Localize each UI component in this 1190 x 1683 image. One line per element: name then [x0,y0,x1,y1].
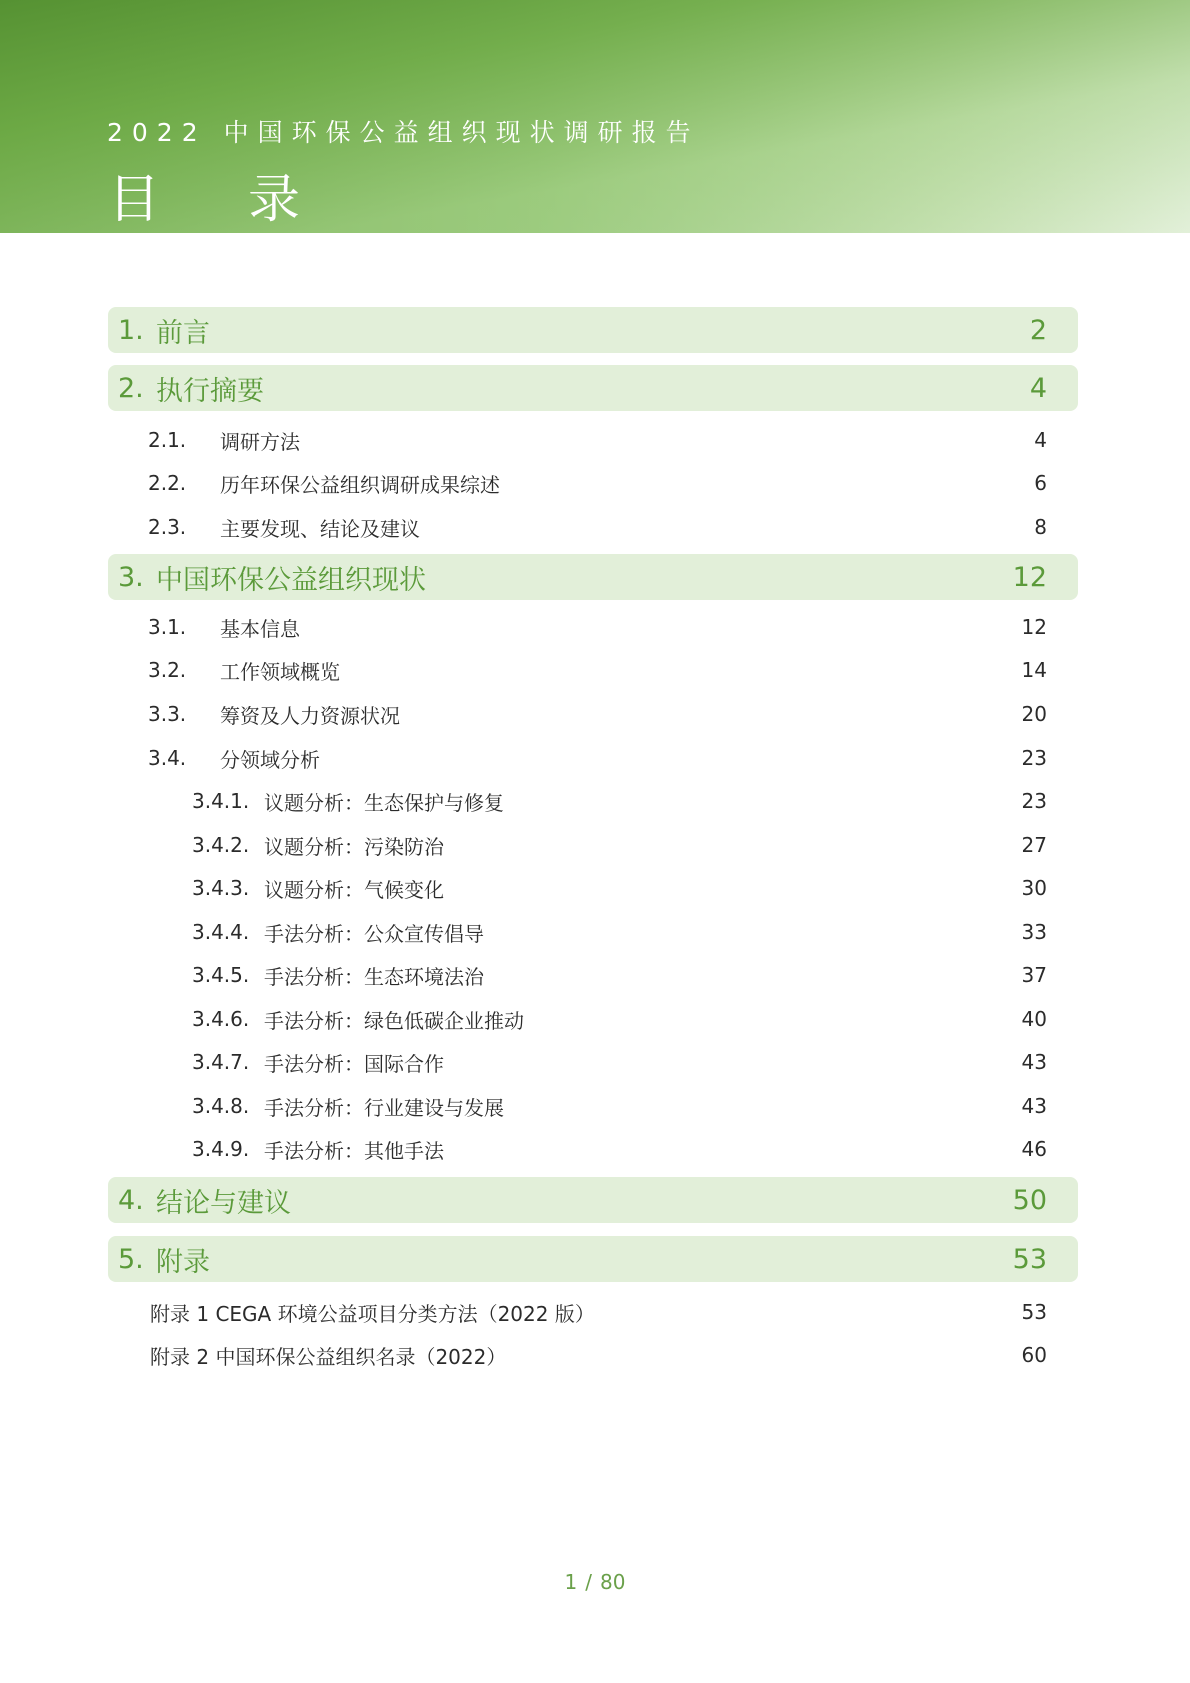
toc-entry-number: 1. [118,314,144,346]
toc-entry-label: 手法分析：国际合作 [264,1051,444,1076]
toc-entry-page: 12 [1021,615,1047,639]
toc-entry-label: 前言 [156,317,210,349]
toc-entry-3-2[interactable] [108,655,1078,685]
toc-entry-page: 60 [1021,1343,1047,1367]
toc-entry-section-2[interactable] [108,365,1078,411]
toc-entry-page: 14 [1021,658,1047,682]
toc-entry-section-5[interactable] [108,1236,1078,1282]
toc-entry-page: 53 [1012,1243,1047,1275]
toc-entry-label: 手法分析：公众宣传倡导 [264,921,484,946]
toc-entry-label: 议题分析：气候变化 [264,877,444,902]
toc-entry-label: 附录 2 中国环保公益组织名录（2022） [150,1344,507,1369]
toc-entry-page: 53 [1021,1300,1047,1324]
toc-entry-number: 2.3. [148,515,187,539]
toc-entry-page: 30 [1021,876,1047,900]
toc-entry-number: 3.4.1. [192,789,250,813]
toc-entry-label: 手法分析：生态环境法治 [264,964,484,989]
toc-entry-page: 43 [1021,1050,1047,1074]
toc-entry-2-1[interactable] [108,425,1078,455]
toc-entry-page: 46 [1021,1137,1047,1161]
toc-entry-label: 主要发现、结论及建议 [220,516,420,541]
toc-entry-3-3[interactable] [108,699,1078,729]
toc-entry-appendix-1[interactable] [108,1297,1078,1327]
toc-entry-label: 历年环保公益组织调研成果综述 [220,472,500,497]
toc-entry-number: 3.4.4. [192,920,250,944]
toc-entry-label: 议题分析：生态保护与修复 [264,790,504,815]
toc-entry-page: 40 [1021,1007,1047,1031]
header-banner [0,0,1190,233]
toc-entry-number: 3.2. [148,658,187,682]
toc-entry-number: 3. [118,561,144,593]
toc-entry-label: 手法分析：行业建设与发展 [264,1095,504,1120]
toc-entry-number: 3.4.3. [192,876,250,900]
toc-entry-label: 工作领域概览 [220,659,340,684]
toc-entry-3-4-6[interactable] [108,1004,1078,1034]
toc-entry-label: 基本信息 [220,616,300,641]
toc-entry-page: 37 [1021,963,1047,987]
toc-entry-3-4-4[interactable] [108,917,1078,947]
toc-entry-appendix-2[interactable] [108,1340,1078,1370]
toc-entry-3-4-9[interactable] [108,1134,1078,1164]
toc-entry-number: 3.4.2. [192,833,250,857]
toc-entry-page: 4 [1034,428,1047,452]
toc-entry-label: 分领域分析 [220,747,320,772]
current-page-number: 1 [564,1570,578,1594]
toc-heading: 目录 [108,170,389,230]
toc-entry-label: 手法分析：绿色低碳企业推动 [264,1008,524,1033]
total-pages: 80 [600,1570,626,1594]
page-indicator [0,1570,1190,1594]
toc-entry-label: 中国环保公益组织现状 [156,564,426,596]
toc-entry-3-4-2[interactable] [108,830,1078,860]
toc-entry-page: 2 [1029,314,1047,346]
toc-entry-page: 6 [1034,471,1047,495]
toc-entry-page: 8 [1034,515,1047,539]
toc-entry-page: 43 [1021,1094,1047,1118]
toc-entry-label: 执行摘要 [156,375,264,407]
toc-entry-page: 27 [1021,833,1047,857]
toc-entry-label: 结论与建议 [156,1187,291,1219]
toc-entry-page: 4 [1029,372,1047,404]
toc-entry-number: 3.4.9. [192,1137,250,1161]
toc-entry-section-4[interactable] [108,1177,1078,1223]
toc-entry-page: 20 [1021,702,1047,726]
toc-entry-number: 4. [118,1184,144,1216]
toc-entry-number: 3.4.7. [192,1050,250,1074]
toc-entry-number: 3.1. [148,615,187,639]
toc-entry-page: 12 [1012,561,1047,593]
toc-entry-number: 3.4.8. [192,1094,250,1118]
report-title: 2022 中国环保公益组织现状调研报告 [107,118,700,147]
toc-entry-number: 3.4.5. [192,963,250,987]
toc-entry-page: 23 [1021,746,1047,770]
toc-entry-page: 23 [1021,789,1047,813]
toc-entry-3-1[interactable] [108,612,1078,642]
toc-entry-page: 33 [1021,920,1047,944]
toc-entry-3-4-8[interactable] [108,1091,1078,1121]
page-separator: / [585,1570,593,1594]
toc-entry-section-3[interactable] [108,554,1078,600]
toc-entry-number: 3.4.6. [192,1007,250,1031]
toc-entry-number: 3.4. [148,746,187,770]
toc-entry-label: 附录 1 CEGA 环境公益项目分类方法（2022 版） [150,1301,595,1326]
toc-entry-2-2[interactable] [108,468,1078,498]
toc-entry-3-4-7[interactable] [108,1047,1078,1077]
toc-entry-number: 5. [118,1243,144,1275]
toc-entry-label: 附录 [156,1246,210,1278]
toc-entry-number: 2.1. [148,428,187,452]
toc-entry-label: 筹资及人力资源状况 [220,703,400,728]
toc-entry-3-4[interactable] [108,743,1078,773]
toc-entry-2-3[interactable] [108,512,1078,542]
toc-entry-label: 议题分析：污染防治 [264,834,444,859]
toc-entry-number: 3.3. [148,702,187,726]
toc-entry-number: 2.2. [148,471,187,495]
toc-entry-3-4-3[interactable] [108,873,1078,903]
toc-entry-label: 手法分析：其他手法 [264,1138,444,1163]
toc-entry-number: 2. [118,372,144,404]
toc-entry-3-4-1[interactable] [108,786,1078,816]
toc-entry-page: 50 [1012,1184,1047,1216]
toc-entry-3-4-5[interactable] [108,960,1078,990]
toc-entry-section-1[interactable] [108,307,1078,353]
toc-entry-label: 调研方法 [220,429,300,454]
